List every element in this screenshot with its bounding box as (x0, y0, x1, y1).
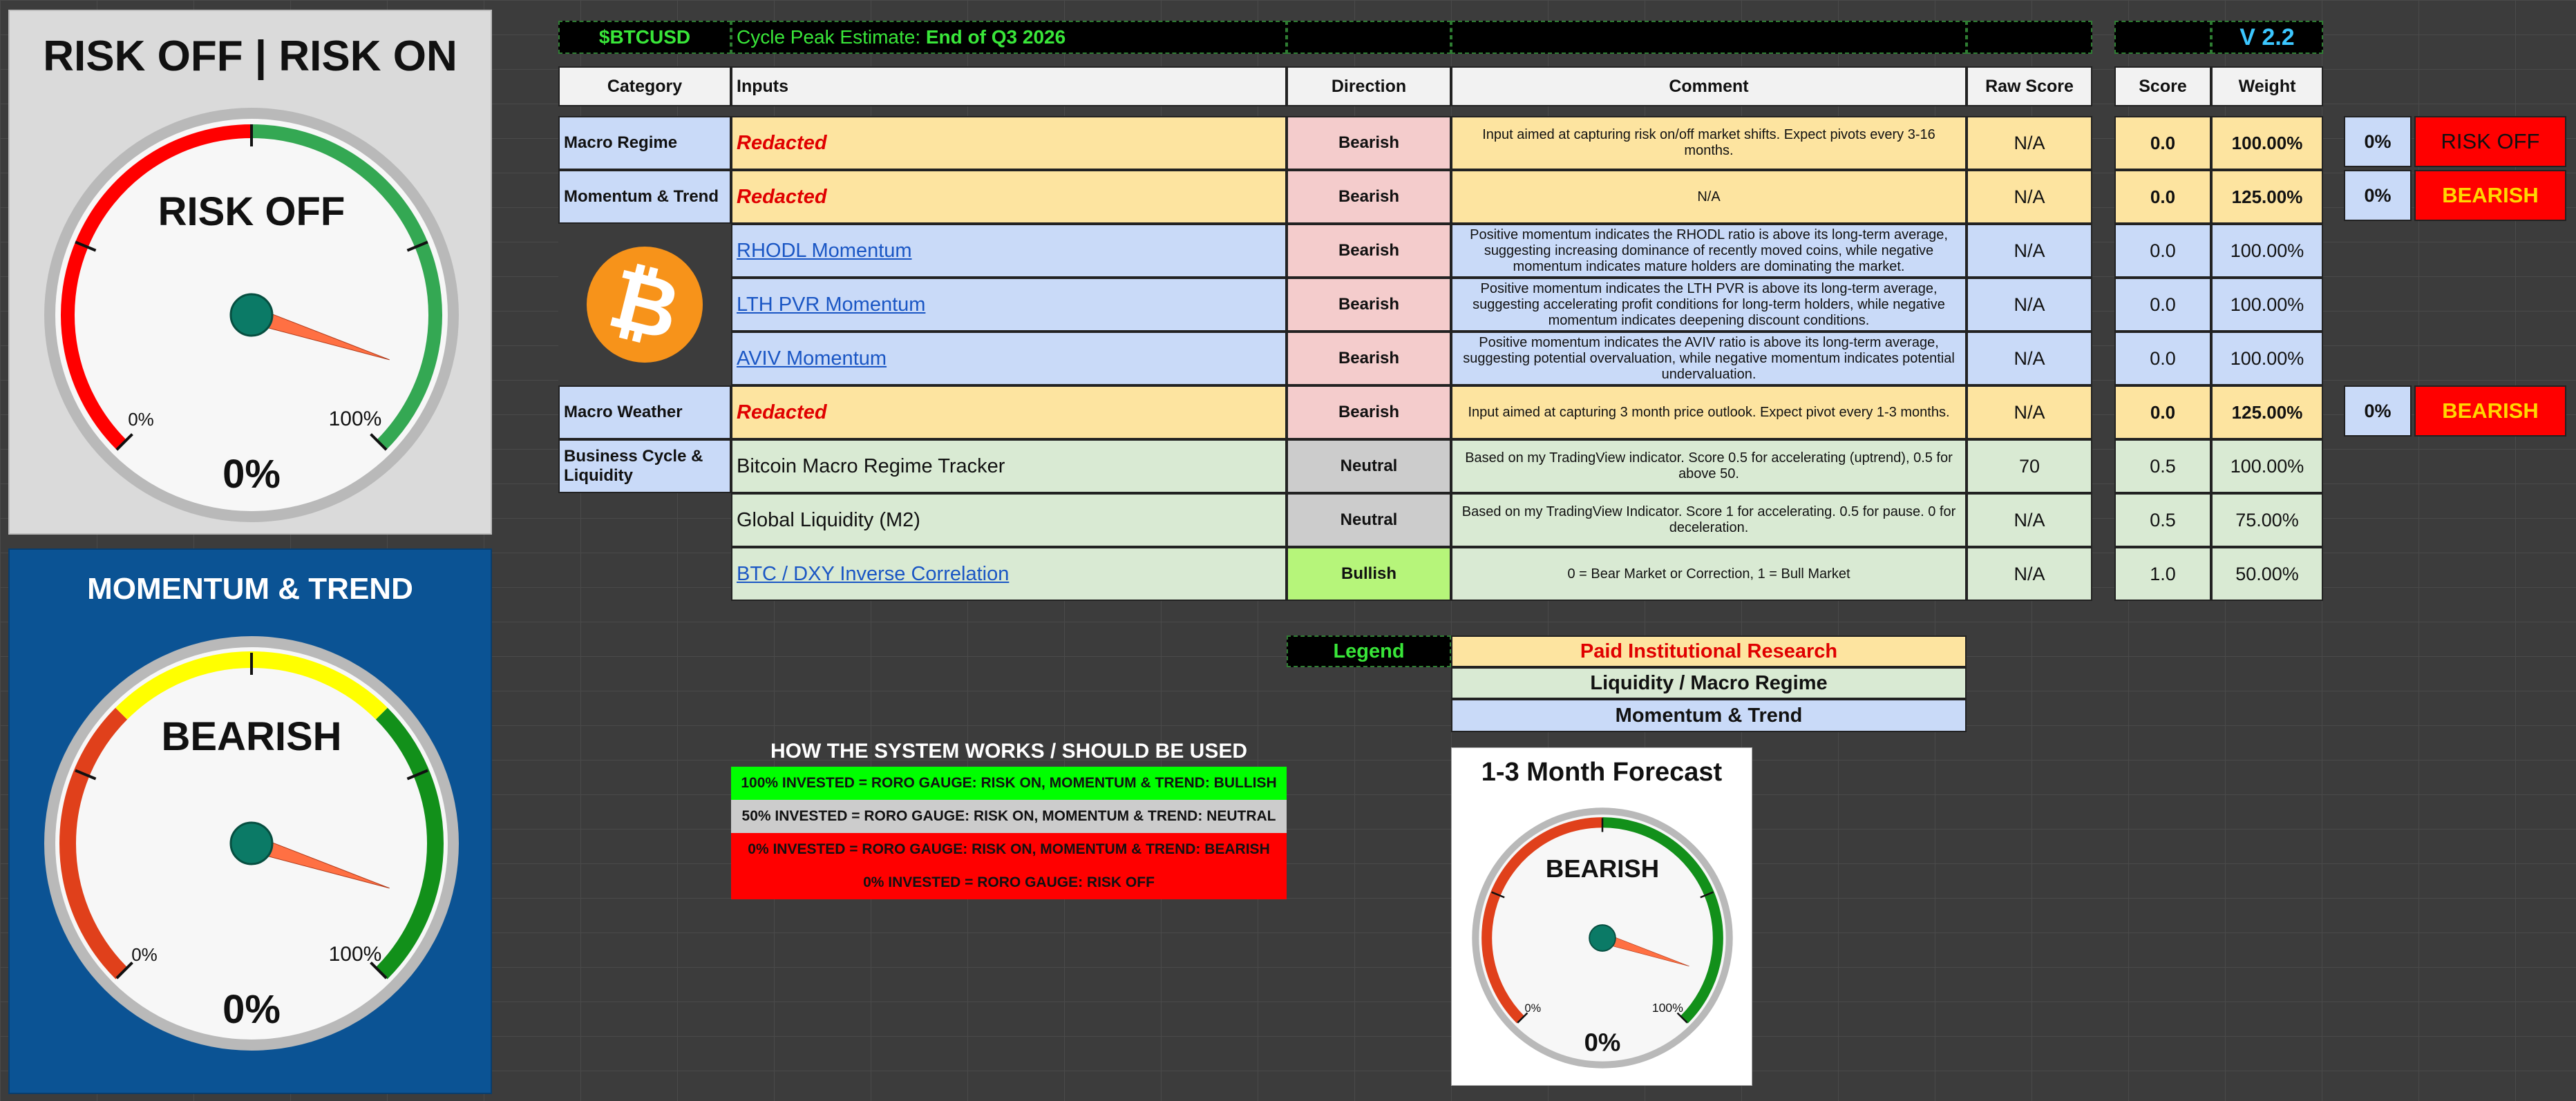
row-weight: 125.00% (2211, 385, 2323, 439)
forecast-value-text: 0% (1584, 1028, 1621, 1057)
row-input[interactable]: Redacted (731, 385, 1287, 439)
row-weight: 100.00% (2211, 332, 2323, 385)
system-rule-100: 100% INVESTED = RORO GAUGE: RISK ON, MOMENTUM & TREND: BULLISH (731, 767, 1287, 800)
row-weight: 125.00% (2211, 170, 2323, 224)
cycle-peak-value: End of Q3 2026 (925, 26, 1066, 48)
row-input-link[interactable]: AVIV Momentum (731, 332, 1287, 385)
row-direction: Bearish (1287, 116, 1451, 170)
legend-item-momentum: Momentum & Trend (1451, 699, 1967, 732)
row-comment: Positive momentum indicates the RHODL ratio is above its long-term average, suggesting increasing dominance of recently moved coins, while negative momentum indicates mature holders are dominating the market. (1451, 224, 1967, 278)
row-direction: Bearish (1287, 278, 1451, 332)
bitcoin-symbol: ₿ (600, 251, 689, 358)
side-result-pct: 0% (2344, 170, 2412, 221)
row-raw-score: N/A (1967, 278, 2092, 332)
row-category: Business Cycle & Liquidity (558, 439, 731, 493)
cycle-peak-label: Cycle Peak Estimate: (737, 26, 926, 48)
side-result-label-risk-off: RISK OFF (2414, 116, 2566, 167)
row-weight: 100.00% (2211, 278, 2323, 332)
row-category: Macro Regime (558, 116, 731, 170)
row-comment: Positive momentum indicates the AVIV ratio is above its long-term average, suggesting potential overvaluation, while negative momentum indicates potential undervaluation. (1451, 332, 1967, 385)
system-rule-50: 50% INVESTED = RORO GAUGE: RISK ON, MOMENTUM & TREND: NEUTRAL (731, 800, 1287, 833)
row-category: Momentum & Trend (558, 170, 731, 224)
side-result-pct: 0% (2344, 116, 2412, 167)
row-input[interactable]: Redacted (731, 170, 1287, 224)
row-score: 0.0 (2114, 332, 2211, 385)
row-comment: Based on my TradingView Indicator. Score 1 for accelerating. 0.5 for pause. 0 for deceleration. (1451, 493, 1967, 547)
momentum-gauge-panel (8, 548, 492, 1094)
momentum-min-label: 0% (131, 944, 158, 965)
legend-title: Legend (1287, 635, 1451, 667)
cycle-peak-cell (731, 21, 1287, 54)
roro-needle-hub (231, 294, 272, 336)
row-direction: Bearish (1287, 224, 1451, 278)
row-score: 0.0 (2114, 385, 2211, 439)
header-empty-cell-4 (2114, 21, 2211, 54)
side-result-label-weather: BEARISH (2414, 385, 2566, 437)
roro-value-text: 0% (222, 452, 281, 497)
row-input-link[interactable]: BTC / DXY Inverse Correlation (731, 547, 1287, 601)
row-direction: Bearish (1287, 170, 1451, 224)
version-cell (2211, 21, 2323, 54)
roro-min-label: 0% (128, 409, 154, 430)
momentum-status-text: BEARISH (161, 714, 342, 759)
legend-item-paid-research: Paid Institutional Research (1451, 635, 1967, 667)
row-direction: Neutral (1287, 439, 1451, 493)
momentum-gauge (37, 629, 466, 1057)
forecast-gauge-panel (1451, 747, 1752, 1086)
forecast-min-label: 0% (1524, 1002, 1542, 1015)
roro-status-text: RISK OFF (158, 189, 345, 234)
forecast-needle-hub (1589, 925, 1616, 951)
row-comment: Input aimed at capturing risk on/off market shifts. Expect pivots every 3-16 months. (1451, 116, 1967, 170)
forecast-status-text: BEARISH (1545, 854, 1660, 883)
col-header-score: Score (2114, 66, 2211, 106)
col-header-inputs: Inputs (731, 66, 1287, 106)
row-input[interactable]: Bitcoin Macro Regime Tracker (731, 439, 1287, 493)
ticker-cell (558, 21, 731, 54)
row-score: 0.0 (2114, 224, 2211, 278)
row-weight: 100.00% (2211, 116, 2323, 170)
row-score: 0.0 (2114, 278, 2211, 332)
version-text: V 2.2 (2239, 23, 2295, 50)
row-comment: Based on my TradingView indicator. Score 0.5 for accelerating (uptrend), 0.5 for above 50. (1451, 439, 1967, 493)
row-raw-score: N/A (1967, 385, 2092, 439)
momentum-needle-hub (231, 823, 272, 864)
roro-max-label: 100% (328, 408, 382, 430)
row-direction: Neutral (1287, 493, 1451, 547)
row-input-link[interactable]: RHODL Momentum (731, 224, 1287, 278)
forecast-gauge (1468, 803, 1737, 1073)
row-input[interactable]: Global Liquidity (M2) (731, 493, 1287, 547)
row-weight: 100.00% (2211, 224, 2323, 278)
row-comment: N/A (1451, 170, 1967, 224)
col-header-direction: Direction (1287, 66, 1451, 106)
system-rule-0-risk-off: 0% INVESTED = RORO GAUGE: RISK OFF (731, 866, 1287, 899)
forecast-gauge-title: 1-3 Month Forecast (1481, 758, 1723, 787)
row-direction: Bearish (1287, 332, 1451, 385)
row-raw-score: N/A (1967, 224, 2092, 278)
row-weight: 100.00% (2211, 439, 2323, 493)
row-score: 1.0 (2114, 547, 2211, 601)
row-raw-score: 70 (1967, 439, 2092, 493)
header-empty-cell-1 (1287, 21, 1451, 54)
row-input[interactable]: Redacted (731, 116, 1287, 170)
row-input-link[interactable]: LTH PVR Momentum (731, 278, 1287, 332)
bitcoin-logo-area (558, 224, 731, 385)
forecast-max-label: 100% (1651, 1000, 1683, 1015)
legend-item-liquidity: Liquidity / Macro Regime (1451, 667, 1967, 699)
ticker-text: $BTCUSD (598, 26, 691, 48)
roro-gauge (37, 101, 466, 529)
system-title: HOW THE SYSTEM WORKS / SHOULD BE USED (770, 740, 1248, 763)
row-score: 0.0 (2114, 116, 2211, 170)
momentum-gauge-title: MOMENTUM & TREND (87, 572, 413, 606)
row-score: 0.5 (2114, 439, 2211, 493)
row-weight: 50.00% (2211, 547, 2323, 601)
roro-gauge-title: RISK OFF | RISK ON (43, 32, 457, 80)
row-raw-score: N/A (1967, 332, 2092, 385)
momentum-value-text: 0% (222, 987, 281, 1032)
row-score: 0.0 (2114, 170, 2211, 224)
row-raw-score: N/A (1967, 547, 2092, 601)
col-header-weight: Weight (2211, 66, 2323, 106)
row-comment: 0 = Bear Market or Correction, 1 = Bull Market (1451, 547, 1967, 601)
row-comment: Input aimed at capturing 3 month price outlook. Expect pivot every 1-3 months. (1451, 385, 1967, 439)
bitcoin-logo-icon (587, 247, 703, 363)
roro-gauge-panel (8, 10, 492, 535)
row-raw-score: N/A (1967, 116, 2092, 170)
row-comment: Positive momentum indicates the LTH PVR is above its long-term average, suggesting accelerating profit conditions for long-term holders, while negative momentum indicates deepening discount conditions. (1451, 278, 1967, 332)
side-result-label-momentum: BEARISH (2414, 170, 2566, 221)
header-empty-cell-2 (1451, 21, 1967, 54)
row-raw-score: N/A (1967, 493, 2092, 547)
row-raw-score: N/A (1967, 170, 2092, 224)
row-direction: Bullish (1287, 547, 1451, 601)
row-score: 0.5 (2114, 493, 2211, 547)
side-result-pct: 0% (2344, 385, 2412, 437)
momentum-max-label: 100% (328, 943, 382, 966)
row-weight: 75.00% (2211, 493, 2323, 547)
row-category: Macro Weather (558, 385, 731, 439)
row-direction: Bearish (1287, 385, 1451, 439)
col-header-raw-score: Raw Score (1967, 66, 2092, 106)
col-header-comment: Comment (1451, 66, 1967, 106)
header-empty-cell-3 (1967, 21, 2092, 54)
system-rule-0-bearish: 0% INVESTED = RORO GAUGE: RISK ON, MOMENTUM & TREND: BEARISH (731, 833, 1287, 866)
col-header-category: Category (558, 66, 731, 106)
